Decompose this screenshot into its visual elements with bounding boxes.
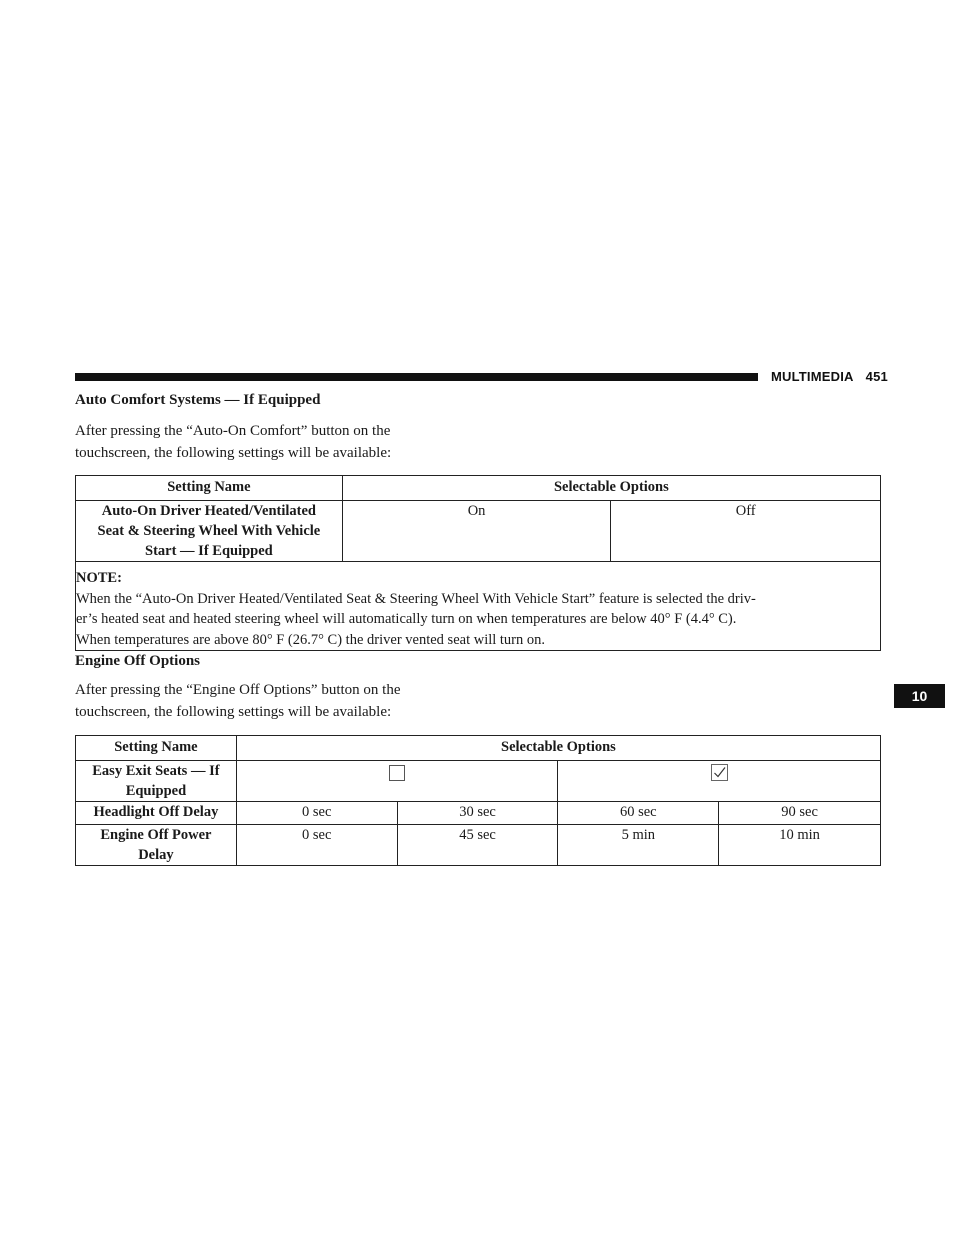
section-heading-engine-off: Engine Off Options: [75, 653, 201, 669]
section-intro-engine-off: [75, 679, 463, 723]
intro-line: touchscreen, the following settings will be available:: [75, 445, 392, 461]
column-header-selectable-options: Selectable Options: [342, 476, 880, 501]
setting-name-headlight-off-delay: Headlight Off Delay: [76, 802, 237, 825]
option-value: 0 sec: [236, 825, 397, 866]
auto-comfort-table: [75, 475, 881, 651]
option-value: 45 sec: [397, 825, 558, 866]
option-value: 5 min: [558, 825, 719, 866]
engine-off-table: [75, 735, 881, 866]
option-value: 10 min: [719, 825, 881, 866]
chapter-tab: 10: [894, 684, 945, 708]
note-cell: [76, 562, 881, 651]
header-rule: [75, 373, 758, 381]
running-header: [771, 369, 888, 384]
intro-line: After pressing the “Engine Off Options” button on the: [75, 682, 401, 698]
intro-line: touchscreen, the following settings will be available:: [75, 704, 392, 720]
column-header-selectable-options: Selectable Options: [236, 736, 880, 761]
column-header-setting-name: Setting Name: [76, 736, 237, 761]
setting-name-engine-off-power-delay: Engine Off Power Delay: [76, 825, 237, 866]
option-value: 90 sec: [719, 802, 881, 825]
section-intro-auto-comfort: [75, 420, 463, 464]
option-value: 0 sec: [236, 802, 397, 825]
option-on: On: [342, 501, 611, 562]
checked-checkbox-icon: [711, 764, 728, 781]
option-checked: [558, 761, 881, 802]
note-line: When the “Auto-On Driver Heated/Ventilated Seat & Steering Wheel With Vehicle Start” feature is selected the driv-: [76, 590, 756, 607]
section-name: MULTIMEDIA: [771, 369, 854, 384]
option-value: 30 sec: [397, 802, 558, 825]
note-line: When temperatures are above 80° F (26.7° C) the driver vented seat will turn on.: [76, 631, 546, 648]
setting-name-auto-on-driver-seat: Auto-On Driver Heated/Ventilated Seat & Steering Wheel With Vehicle Start — If Equipped: [76, 501, 343, 562]
unchecked-checkbox-icon: [389, 765, 405, 781]
setting-name-easy-exit-seats: Easy Exit Seats — If Equipped: [76, 761, 237, 802]
note-label: NOTE:: [76, 570, 122, 586]
section-heading-auto-comfort: Auto Comfort Systems — If Equipped: [75, 392, 321, 408]
option-value: 60 sec: [558, 802, 719, 825]
page-number: 451: [865, 369, 888, 384]
note-line: er’s heated seat and heated steering wheel will automatically turn on when temperatures are below 40° F (4.4° C).: [76, 611, 737, 627]
intro-line: After pressing the “Auto-On Comfort” button on the: [75, 423, 391, 439]
option-unchecked: [236, 761, 558, 802]
option-off: Off: [611, 501, 881, 562]
column-header-setting-name: Setting Name: [76, 476, 343, 501]
